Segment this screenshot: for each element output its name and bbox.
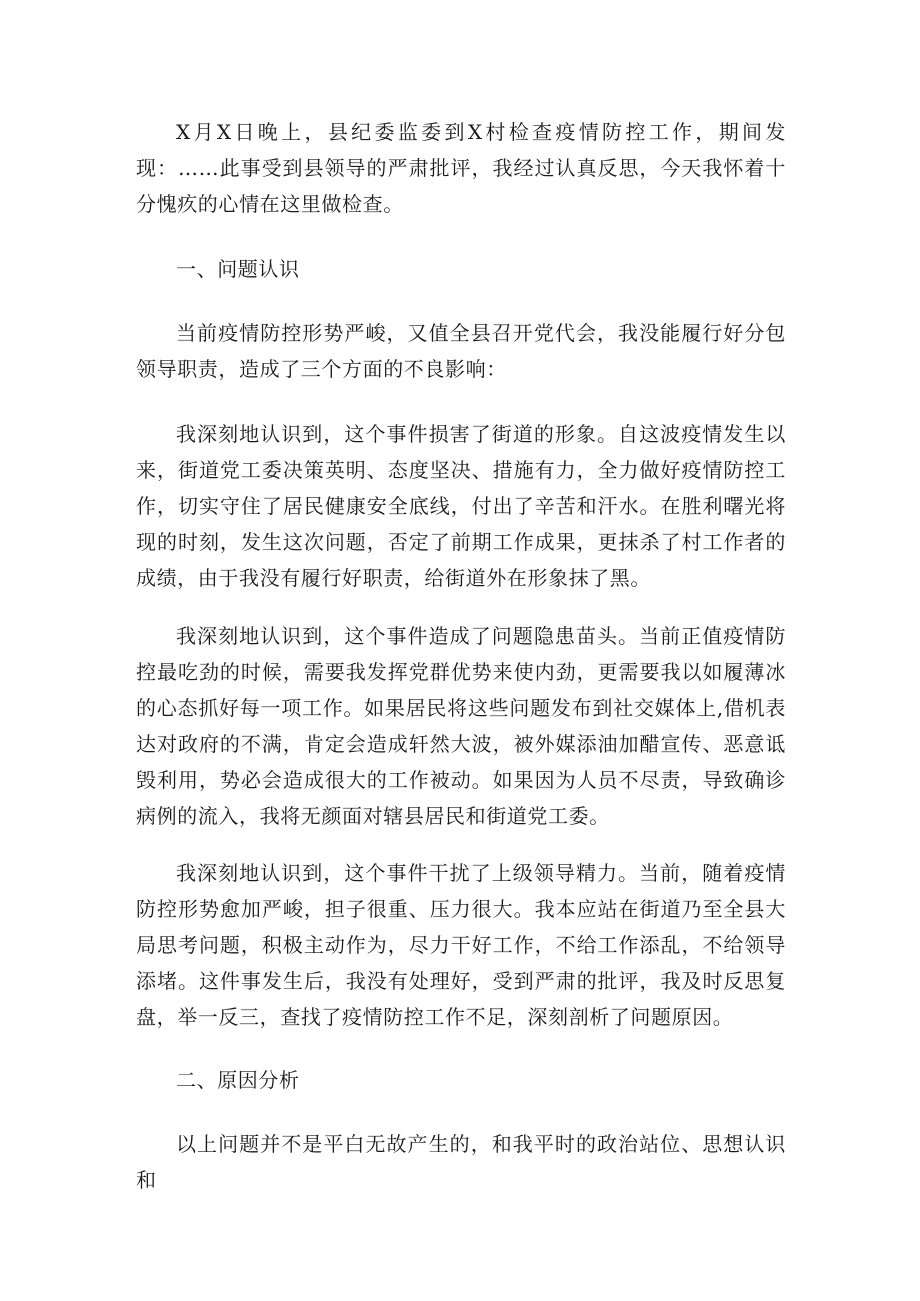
context-paragraph: 当前疫情防控形势严峻，又值全县召开党代会，我没能履行好分包领导职责，造成了三个方面的不良影响：	[136, 321, 786, 381]
impact-paragraph-leadership: 我深刻地认识到，这个事件干扰了上级领导精力。当前，随着疫情防控形势愈加严峻，担子很重、压力很大。我本应站在街道乃至全县大局思考问题，积极主动作为，尽力干好工作，不给工作添乱，不给领导添堵。这件事发生后，我没有处理好，受到严肃的批评，我及时反思复盘，举一反三，查找了疫情防控工作不足，深刻剖析了问题原因。	[136, 861, 786, 1029]
section-heading-cause-analysis: 二、原因分析	[176, 1068, 300, 1092]
intro-paragraph: X月X日晚上，县纪委监委到X村检查疫情防控工作，期间发现：……此事受到县领导的严肃批评，我经过认真反思，今天我怀着十分愧疚的心情在这里做检查。	[136, 120, 786, 216]
impact-paragraph-risk: 我深刻地认识到，这个事件造成了问题隐患苗头。当前正值疫情防控最吃劲的时候，需要我发挥党群优势来使内劲，更需要我以如履薄冰的心态抓好每一项工作。如果居民将这些问题发布到社交媒体上,借机表达对政府的不满，肯定会造成轩然大波，被外媒添油加醋宣传、恶意诋毁利用，势必会造成很大的工作被动。如果因为人员不尽责，导致确诊病例的流入，我将无颜面对辖县居民和街道党工委。	[136, 624, 786, 828]
impact-paragraph-image: 我深刻地认识到，这个事件损害了街道的形象。自这波疫情发生以来，街道党工委决策英明、态度坚决、措施有力，全力做好疫情防控工作，切实守住了居民健康安全底线，付出了辛苦和汗水。在胜利曙光将现的时刻，发生这次问题，否定了前期工作成果，更抹杀了村工作者的成绩，由于我没有履行好职责，给街道外在形象抹了黑。	[136, 422, 786, 590]
cause-paragraph: 以上问题并不是平白无故产生的，和我平时的政治站位、思想认识和	[136, 1132, 786, 1192]
section-heading-problem-awareness: 一、问题认识	[176, 257, 300, 281]
